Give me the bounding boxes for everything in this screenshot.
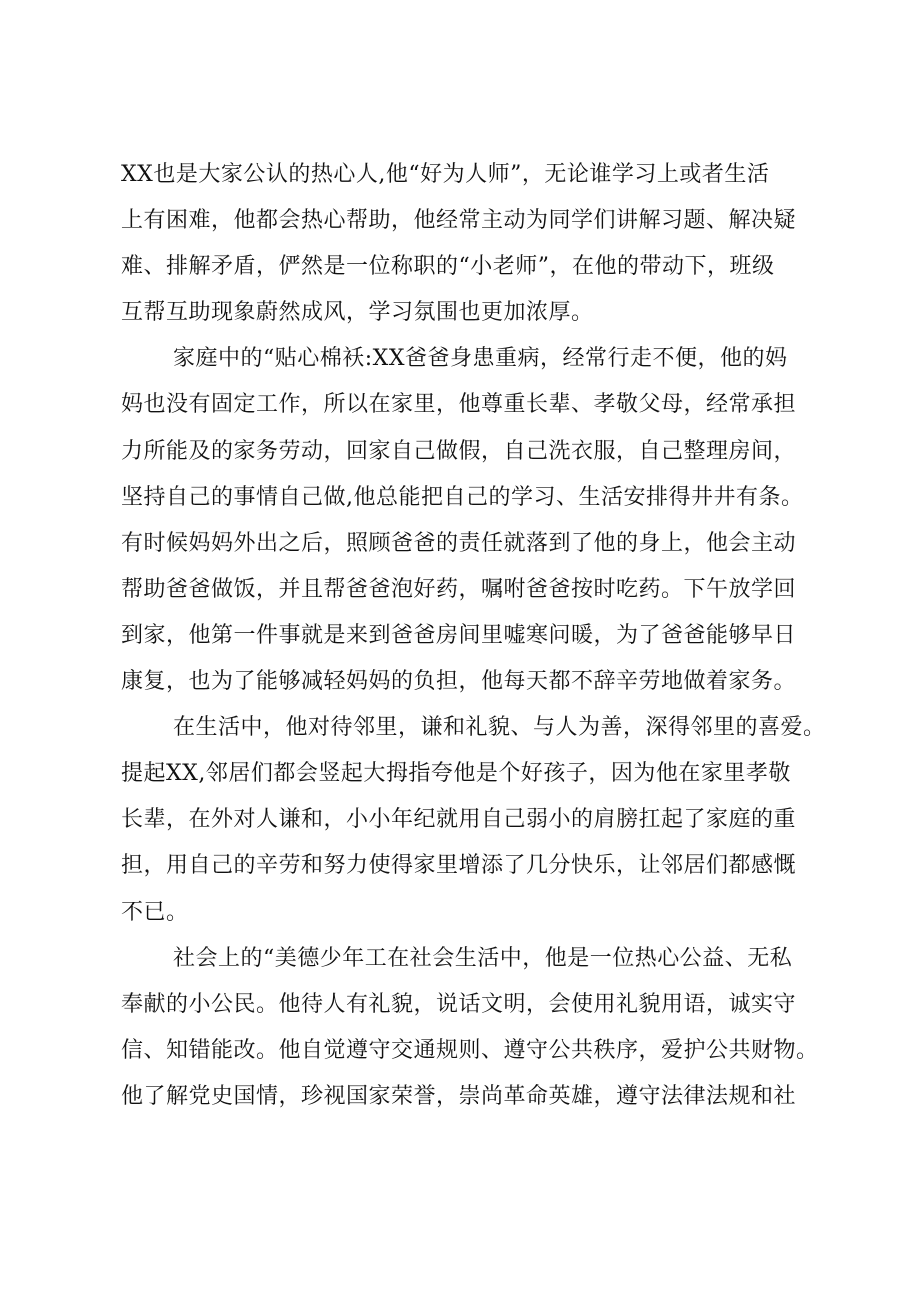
text-line: 提起XX,邻居们都会竖起大拇指夸他是个好孩子，因为他在家里孝敬 <box>121 761 791 787</box>
text-line: 担，用自己的辛劳和努力使得家里增添了几分快乐，让邻居们都感慨 <box>121 853 797 879</box>
text-line: 坚持自己的事情自己做,他总能把自己的学习、生活安排得井井有条。 <box>121 484 804 510</box>
text-line: 在生活中，他对待邻里，谦和礼貌、与人为善，深得邻里的喜爱。 <box>173 715 826 741</box>
text-line: XX也是大家公认的热心人,他“好为人师”，无论谁学习上或者生活 <box>121 162 770 187</box>
paragraph-neighbors <box>121 705 826 935</box>
text-line: 到家，他第一件事就是来到爸爸房间里嘘寒问暖，为了爸爸能够早日 <box>121 622 797 648</box>
text-line: 上有困难，他都会热心帮助，他经常主动为同学们讲解习题、解决疑 <box>121 208 797 234</box>
text-line: 妈也没有固定工作，所以在家里，他尊重长辈、孝敬父母，经常承担 <box>121 392 797 418</box>
text-line: 社会上的“美德少年工在社会生活中，他是一位热心公益、无私 <box>173 945 793 971</box>
paragraph-family <box>121 336 821 705</box>
text-line: 不已。 <box>121 899 189 925</box>
text-line: 奉献的小公民。他待人有礼貌，说话文明，会使用礼貌用语，诚实守 <box>121 991 797 1017</box>
text-line: 家庭中的“贴心棉袄:XX爸爸身患重病，经常行走不便，他的妈 <box>173 346 788 372</box>
text-line: 长辈，在外对人谦和，小小年纪就用自己弱小的肩膀扛起了家庭的重 <box>121 807 797 833</box>
text-line: 帮助爸爸做饭，并且帮爸爸泡好药，嘱咐爸爸按时吃药。下午放学回 <box>121 576 797 602</box>
text-line: 难、排解矛盾，俨然是一位称职的“小老师”，在他的带动下，班级 <box>121 254 775 280</box>
text-line: 他了解党史国情，珍视国家荣誉，崇尚革命英雄，遵守法律法规和社 <box>121 1083 797 1109</box>
text-line: 有时候妈妈外出之后，照顾爸爸的责任就落到了他的身上，他会主动 <box>121 530 797 556</box>
paragraph-helpful-classmate <box>121 152 821 336</box>
text-line: 力所能及的家务劳动，回家自己做假，自己洗衣服，自己整理房间， <box>121 438 797 464</box>
paragraph-society <box>121 936 821 1120</box>
text-line: 互帮互助现象蔚然成风，学习氛围也更加浓厚。 <box>121 300 594 326</box>
document-body <box>121 152 826 1120</box>
text-line: 康复，也为了能够减轻妈妈的负担，他每天都不辞辛劳地做着家务。 <box>121 669 797 695</box>
text-line: 信、知错能改。他自觉遵守交通规则、遵守公共秩序，爱护公共财物。 <box>121 1037 819 1063</box>
